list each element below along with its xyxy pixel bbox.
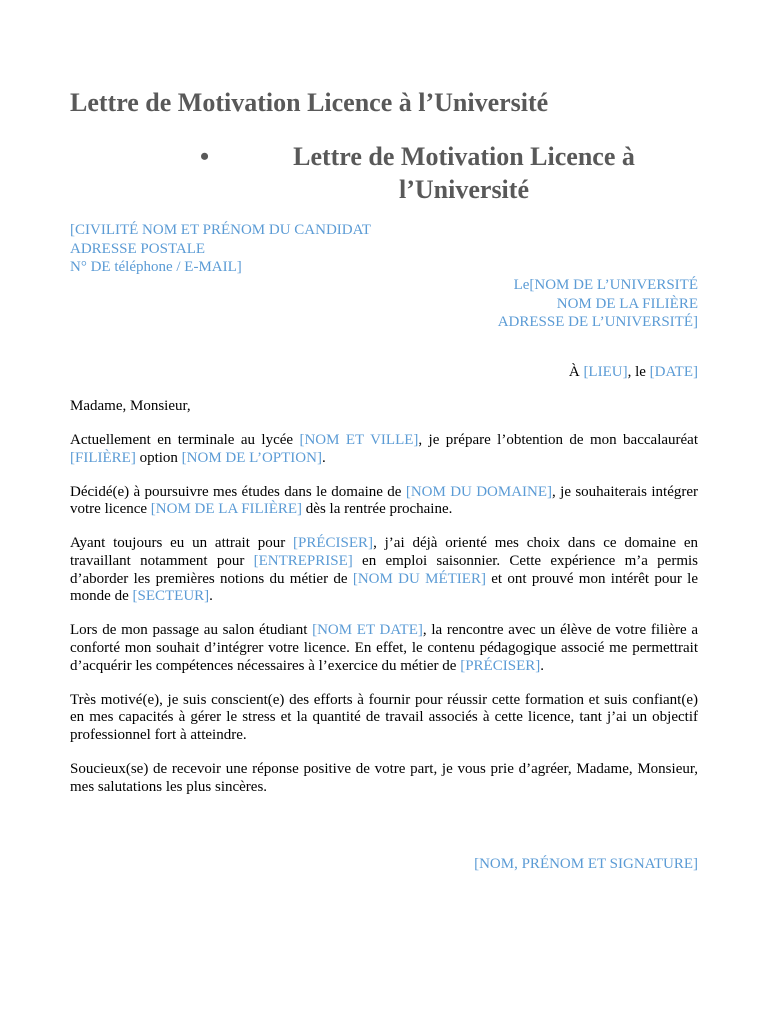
text-run: . (321, 449, 326, 466)
text-run: . (209, 588, 213, 605)
text-run: , je prépare l’obtention de mon baccalauréat (418, 432, 698, 449)
salutation: Madame, Monsieur, (70, 398, 191, 414)
text-run: . (540, 657, 544, 674)
paragraph-4 (70, 622, 698, 675)
paragraph-2 (70, 484, 698, 519)
placeholder-fair: [NOM ET DATE] (312, 622, 423, 639)
recipient-program: NOM DE LA FILIÈRE (556, 295, 698, 312)
placeholder-track: [FILIÈRE] (70, 449, 136, 466)
placeholder-domain: [NOM DU DOMAINE] (405, 483, 553, 500)
date-placeholder: [DATE] (649, 364, 698, 380)
bulleted-heading (200, 140, 680, 206)
text-run: , la rencontre avec un élève de votre filière a conforté mon souhait d’intégrer votre licence. En effet, le contenu pédagogique associé me permettrait d’acquérir les compétences nécessaires à l’exercice du métier de (70, 622, 699, 674)
recipient-university: Le[NOM DE L’UNIVERSITÉ (513, 277, 698, 293)
paragraph-5: Très motivé(e), je suis conscient(e) des efforts à fournir pour réussir cette formation et suis confiant(e) en mes capacités à gérer le stress et la quantité de travail associés à cette licence, tant j’ai un objectif professionnel fort à atteindre. (70, 691, 698, 743)
signature-placeholder: [NOM, PRÉNOM ET SIGNATURE] (474, 856, 698, 872)
placeholder-company: [ENTREPRISE] (253, 553, 353, 570)
paragraph-6: Soucieux(se) de recevoir une réponse positive de votre part, je vous prie d’agréer, Madame, Monsieur, mes salutations les plus sincères. (70, 760, 698, 795)
text-run: en emploi saisonnier. Cette expérience m’a permis d’aborder les premières notions du métier de (70, 553, 698, 587)
placeholder-sector: [SECTEUR] (132, 588, 210, 605)
place-placeholder: [LIEU] (583, 364, 628, 380)
text-run: dès la rentrée prochaine. (302, 501, 453, 518)
recipient-block (498, 276, 698, 332)
sender-address: ADRESSE POSTALE (70, 240, 206, 257)
placeholder-specify: [PRÉCISER] (460, 657, 541, 674)
placeholder-job: [NOM DU MÉTIER] (352, 570, 486, 587)
place-date-prefix: À (568, 364, 584, 380)
text-run: , j’ai déjà orienté mes choix dans ce domaine en travaillant notamment pour (70, 535, 698, 570)
placeholder-school: [NOM ET VILLE] (299, 432, 419, 449)
letter-body (70, 398, 698, 813)
sender-name: [CIVILITÉ NOM ET PRÉNOM DU CANDIDAT (70, 222, 371, 238)
document-title: Lettre de Motivation Licence à l’Université (70, 88, 549, 117)
place-date-mid: , le (627, 364, 650, 380)
text-run: Lors de mon passage au salon étudiant (70, 622, 313, 639)
recipient-address: ADRESSE DE L’UNIVERSITÉ] (497, 314, 698, 330)
text-run: Décidé(e) à poursuivre mes études dans le domaine de (70, 483, 406, 500)
placeholder-option: [NOM DE L’OPTION] (181, 449, 322, 466)
text-run: , je souhaiterais intégrer votre licence (70, 483, 698, 518)
bulleted-heading-text: Lettre de Motivation Licence à l’Université (293, 142, 635, 204)
sender-contact: N° DE téléphone / E-MAIL] (70, 259, 242, 275)
place-date-line (569, 363, 698, 382)
sender-block (70, 221, 371, 277)
text-run: option (135, 449, 182, 466)
placeholder-specify: [PRÉCISER] (293, 535, 374, 552)
paragraph-1 (70, 432, 698, 467)
paragraph-3 (70, 535, 698, 605)
text-run: et ont prouvé mon intérêt pour le monde de (70, 570, 699, 605)
text-run: Actuellement en terminale au lycée (70, 432, 300, 449)
placeholder-program: [NOM DE LA FILIÈRE] (150, 501, 303, 518)
text-run: Ayant toujours eu un attrait pour (70, 535, 294, 552)
bullet-marker: • (200, 142, 210, 171)
